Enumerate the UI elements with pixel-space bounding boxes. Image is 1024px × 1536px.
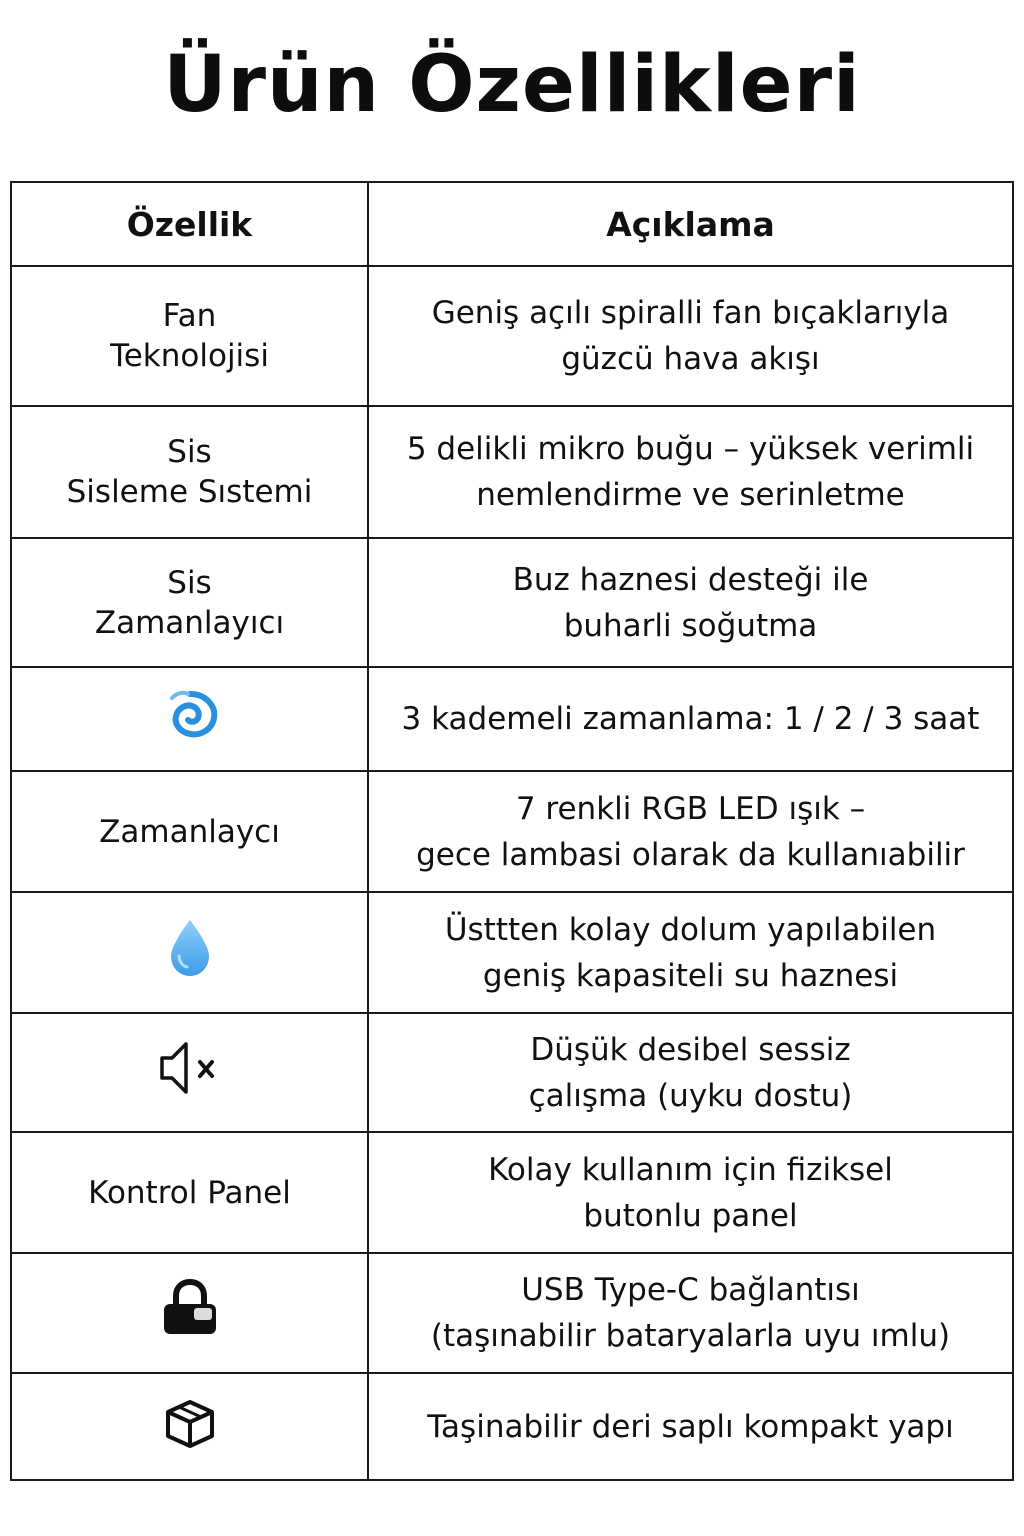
description-cell bbox=[368, 1253, 1013, 1373]
description-cell bbox=[368, 1373, 1013, 1480]
feature-cell bbox=[11, 538, 368, 667]
feature-label: Zamanlaycı bbox=[99, 813, 280, 850]
description-cell bbox=[368, 771, 1013, 892]
description-cell bbox=[368, 892, 1013, 1013]
description-text: 7 renkli RGB LED ışık – gece lambasi olarak da kullanıabilir bbox=[416, 790, 965, 873]
feature-cell bbox=[11, 771, 368, 892]
feature-cell bbox=[11, 1373, 368, 1480]
table-header-row bbox=[11, 182, 1013, 266]
description-text: 3 kademeli zamanlama: 1 / 2 / 3 saat bbox=[401, 701, 980, 737]
feature-label: Sis Zamanlayıcı bbox=[94, 564, 285, 641]
feature-label: Kontrol Panel bbox=[88, 1174, 291, 1211]
feature-cell bbox=[11, 406, 368, 538]
table-row bbox=[11, 1132, 1013, 1253]
feature-cell bbox=[11, 1132, 368, 1253]
table-row bbox=[11, 667, 1013, 771]
table-row bbox=[11, 266, 1013, 406]
swirl-icon bbox=[160, 686, 220, 752]
page-title: Ürün Özellikleri bbox=[163, 40, 861, 130]
feature-cell bbox=[11, 667, 368, 771]
table-row bbox=[11, 1253, 1013, 1373]
feature-cell bbox=[11, 1253, 368, 1373]
table-row bbox=[11, 538, 1013, 667]
description-text: Düşük desibel sessiz çalışma (uyku dostu) bbox=[528, 1031, 853, 1114]
feature-cell bbox=[11, 1013, 368, 1132]
speaker-mute-icon bbox=[158, 1038, 222, 1108]
table-row bbox=[11, 1373, 1013, 1480]
description-cell bbox=[368, 1132, 1013, 1253]
feature-cell bbox=[11, 892, 368, 1013]
description-cell bbox=[368, 266, 1013, 406]
description-text: USB Type-C bağlantısı (taşınabilir bataryalarla uyu ımlu) bbox=[430, 1272, 951, 1354]
feature-cell bbox=[11, 266, 368, 406]
box-icon bbox=[160, 1394, 220, 1460]
description-text: Kolay kullanım için fiziksel butonlu panel bbox=[488, 1151, 893, 1234]
feature-label: Fan Teknolojisi bbox=[110, 298, 269, 374]
table-row bbox=[11, 892, 1013, 1013]
description-text: Buz haznesi desteği ile buharli soğutma bbox=[512, 561, 869, 644]
description-text: Geniş açılı spiralli fan bıçaklarıyla güzcü hava akışı bbox=[431, 295, 950, 377]
description-cell bbox=[368, 406, 1013, 538]
table-row bbox=[11, 406, 1013, 538]
lock-icon bbox=[160, 1278, 220, 1348]
header-description: Açıklama bbox=[368, 182, 1013, 266]
description-cell bbox=[368, 1013, 1013, 1132]
description-cell bbox=[368, 667, 1013, 771]
header-feature: Özellik bbox=[11, 182, 368, 266]
features-table bbox=[10, 181, 1014, 1481]
feature-label: Sis Sisleme Sıstemi bbox=[66, 434, 313, 510]
description-text: Taşinabilir deri saplı kompakt yapı bbox=[427, 1408, 954, 1445]
table-row bbox=[11, 771, 1013, 892]
table-row bbox=[11, 1013, 1013, 1132]
description-text: Üsttten kolay dolum yapılabilen geniş kapasiteli su haznesi bbox=[444, 911, 937, 994]
water-drop-icon bbox=[167, 918, 213, 988]
description-cell bbox=[368, 538, 1013, 667]
description-text: 5 delikli mikro buğu – yüksek verimli nemlendirme ve serinletme bbox=[406, 431, 975, 513]
